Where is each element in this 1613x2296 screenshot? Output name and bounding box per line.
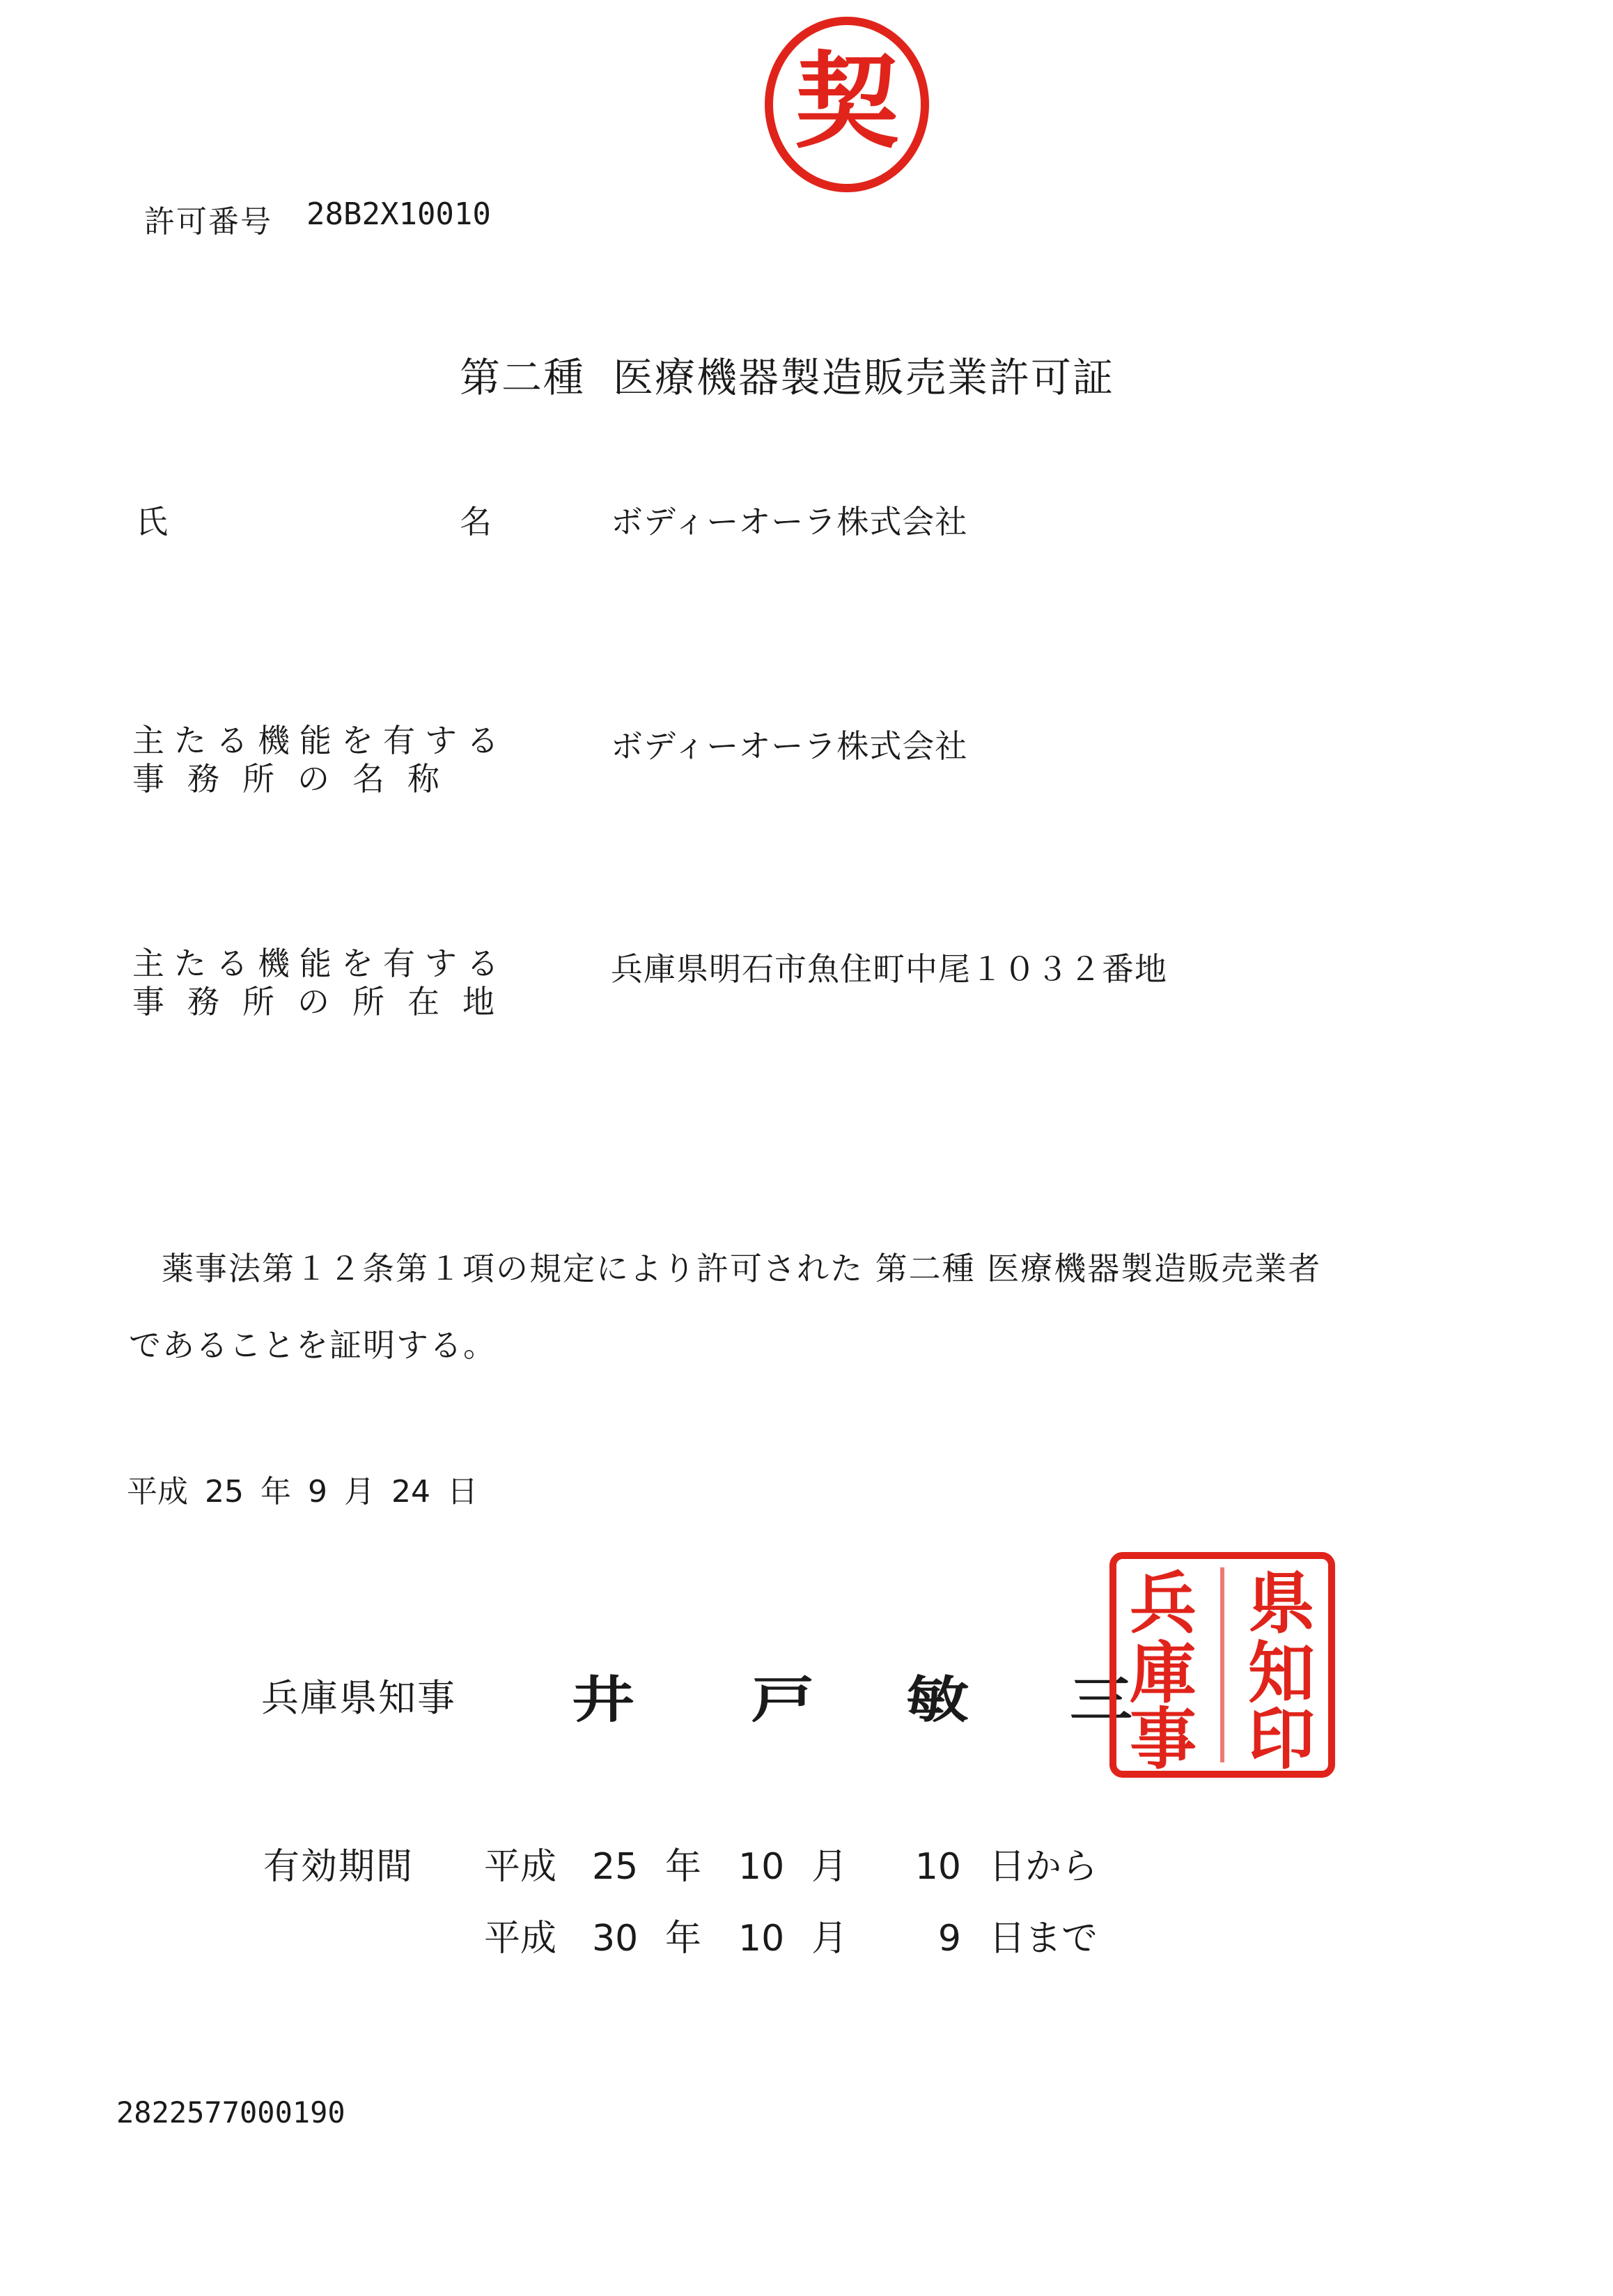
title-category: 第二種 xyxy=(460,354,586,401)
to-year: 30 xyxy=(592,1918,639,1960)
governor-title: 兵庫県知事 xyxy=(261,1676,456,1720)
issue-day: 24 xyxy=(391,1474,430,1510)
contract-seal-char: 契 xyxy=(794,40,900,163)
permit-number-label: 許可番号 xyxy=(144,204,272,240)
issue-month: 9 xyxy=(308,1474,327,1510)
issue-month-unit: 月 xyxy=(344,1474,375,1510)
to-era: 平成 xyxy=(484,1918,557,1960)
office-name-value: ボディーオーラ株式会社 xyxy=(611,727,968,765)
from-day-suffix: 日から xyxy=(989,1846,1098,1888)
issue-year-unit: 年 xyxy=(260,1474,291,1510)
governor-name-char-4: 三 xyxy=(1069,1670,1133,1729)
issue-date xyxy=(127,1466,494,1511)
contract-seal xyxy=(761,14,933,195)
office-name-label-line1: 主たる機能を有する xyxy=(132,722,508,759)
office-name-label-line2: 事務所の名称 xyxy=(132,760,462,798)
seal-char-hyo: 兵 xyxy=(1130,1564,1197,1643)
from-month: 10 xyxy=(738,1846,785,1888)
to-day: 9 xyxy=(937,1918,961,1960)
validity-from xyxy=(484,1837,1098,1889)
seal-char-ji: 事 xyxy=(1130,1700,1197,1778)
governor-name-char-3: 敏 xyxy=(905,1670,969,1729)
document-title xyxy=(460,345,1114,403)
validity-to xyxy=(484,1909,1098,1961)
seal-char-ko: 庫 xyxy=(1130,1634,1197,1712)
from-era: 平成 xyxy=(484,1846,557,1888)
governor-name-char-2: 戸 xyxy=(751,1670,815,1729)
to-month-unit: 月 xyxy=(811,1918,848,1960)
certification-statement-line1: 薬事法第１２条第１項の規定により許可された 第二種 医療機器製造販売業者 xyxy=(162,1250,1322,1287)
from-day: 10 xyxy=(914,1846,961,1888)
issue-day-unit: 日 xyxy=(447,1474,478,1510)
seal-char-chi: 知 xyxy=(1248,1634,1315,1712)
to-day-suffix: 日まで xyxy=(989,1918,1098,1960)
validity-period-label: 有効期間 xyxy=(263,1846,414,1888)
issue-era: 平成 xyxy=(127,1474,188,1510)
title-main: 医療機器製造販売業許可証 xyxy=(613,354,1115,401)
footer-reference-number: 2822577000190 xyxy=(116,2095,345,2130)
office-address-value: 兵庫県明石市魚住町中尾１０３２番地 xyxy=(611,950,1167,988)
name-value: ボディーオーラ株式会社 xyxy=(611,503,968,541)
from-year-unit: 年 xyxy=(665,1846,702,1888)
office-address-label-line2: 事務所の所在地 xyxy=(132,983,517,1021)
to-year-unit: 年 xyxy=(665,1918,702,1960)
seal-char-ken: 県 xyxy=(1248,1564,1315,1643)
prefecture-seal xyxy=(1107,1550,1337,1780)
certification-statement-line2: であることを証明する。 xyxy=(129,1326,497,1364)
name-label-second: 名 xyxy=(460,503,492,541)
to-month: 10 xyxy=(738,1918,785,1960)
seal-char-in: 印 xyxy=(1248,1700,1315,1778)
issue-year: 25 xyxy=(205,1474,244,1510)
name-label-first: 氏 xyxy=(136,503,168,541)
from-year: 25 xyxy=(592,1846,639,1888)
governor-name-char-1: 井 xyxy=(571,1670,635,1729)
from-month-unit: 月 xyxy=(811,1846,848,1888)
office-address-label-line1: 主たる機能を有する xyxy=(132,945,508,982)
permit-number: 28B2X10010 xyxy=(306,196,491,232)
